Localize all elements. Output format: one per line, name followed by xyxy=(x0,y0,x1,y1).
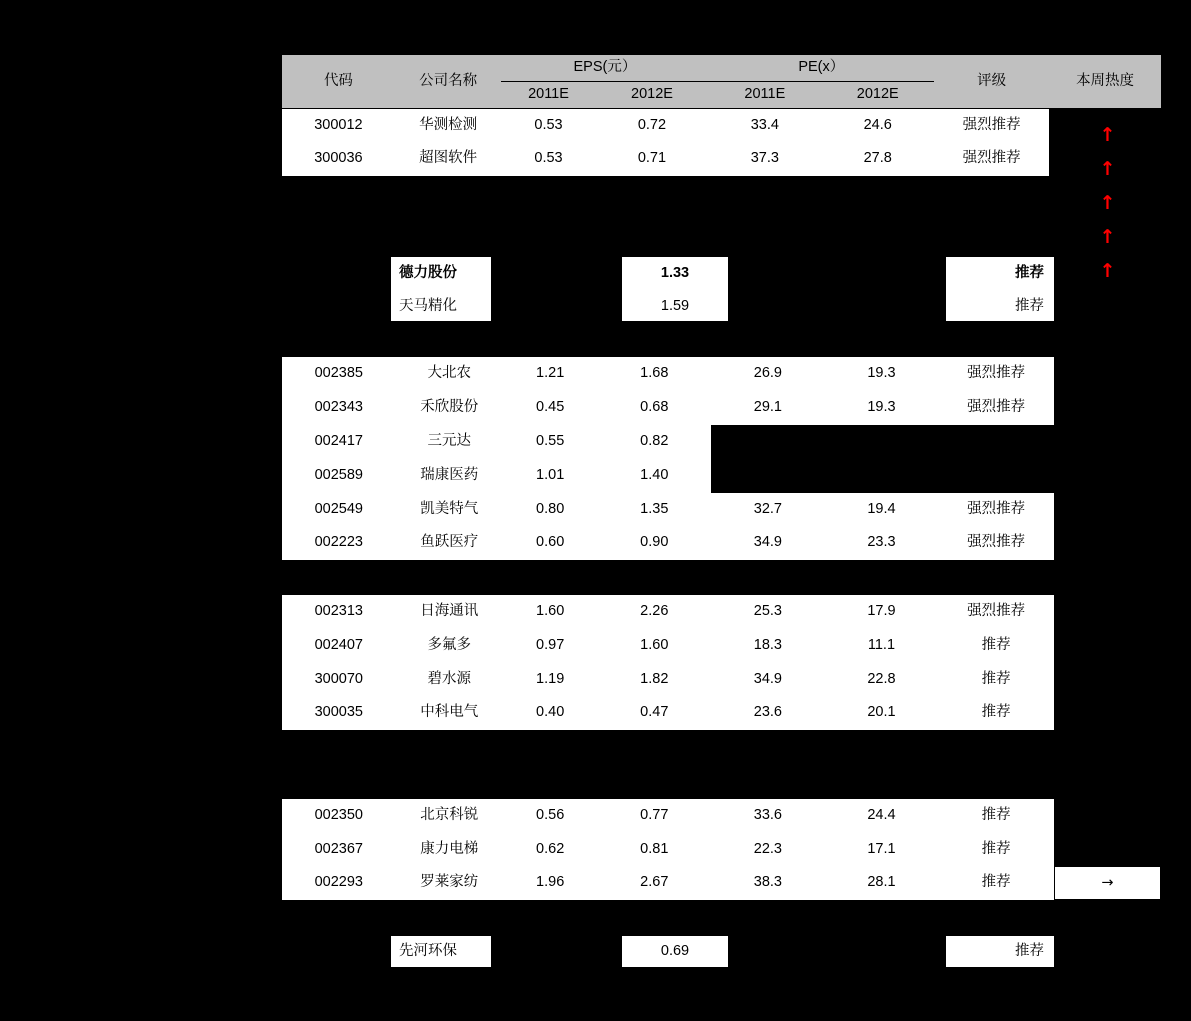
group3-table xyxy=(282,356,1054,561)
cell-pe-2011: 23.6 xyxy=(711,697,825,731)
cell-rating: 推荐 xyxy=(1015,298,1044,314)
cell-pe-2012 xyxy=(825,459,939,493)
cell-eps-2011: 0.40 xyxy=(503,697,598,731)
cell-pe-2012: 24.4 xyxy=(825,799,939,833)
cell-eps-2011: 0.80 xyxy=(503,493,598,527)
cell-code: 300035 xyxy=(282,697,396,731)
header-code: 代码 xyxy=(282,55,395,109)
table-row xyxy=(282,833,1054,867)
cell-code: 002367 xyxy=(282,833,396,867)
cell-rating: 推荐 xyxy=(938,799,1054,833)
cell-eps-2012: 1.59 xyxy=(660,298,690,314)
cell-rating: 推荐 xyxy=(1015,943,1044,959)
table-header-row-top xyxy=(282,55,1161,82)
cell-code: 002417 xyxy=(282,425,396,459)
cell-eps-2011: 0.53 xyxy=(501,109,595,143)
cell-pe-2012: 19.3 xyxy=(825,391,939,425)
group5-table xyxy=(282,798,1054,901)
cell-company: 中科电气 xyxy=(396,697,503,731)
cell-pe-2012: 17.9 xyxy=(825,595,939,629)
cell-eps-2012: 2.67 xyxy=(598,867,712,901)
cell-rating: 强烈推荐 xyxy=(938,595,1054,629)
cell-eps-2012: 1.40 xyxy=(598,459,712,493)
cell-company: 康力电梯 xyxy=(396,833,503,867)
eps-2012-block-group2 xyxy=(621,256,729,322)
cell-pe-2012: 24.6 xyxy=(821,109,934,143)
heat-arrow-up-icon: ↑ xyxy=(1099,226,1116,248)
cell-pe-2011: 26.9 xyxy=(711,357,825,391)
cell-code: 002343 xyxy=(282,391,396,425)
cell-eps-2012: 1.68 xyxy=(598,357,712,391)
group4-table xyxy=(282,594,1054,731)
table-row xyxy=(282,493,1054,527)
cell-pe-2011: 25.3 xyxy=(711,595,825,629)
header-heat: 本周热度 xyxy=(1049,55,1161,109)
table-row xyxy=(282,143,1161,177)
cell-company: 多氟多 xyxy=(396,629,503,663)
cell-eps-2012: 0.68 xyxy=(598,391,712,425)
cell-eps-2011: 1.60 xyxy=(503,595,598,629)
cell-eps-2012: 0.82 xyxy=(598,425,712,459)
cell-pe-2012: 22.8 xyxy=(825,663,939,697)
cell-code: 002313 xyxy=(282,595,396,629)
cell-code: 002549 xyxy=(282,493,396,527)
cell-company: 三元达 xyxy=(396,425,503,459)
cell-company: 罗莱家纺 xyxy=(396,867,503,901)
cell-code: 300012 xyxy=(282,109,395,143)
cell-company: 华测检测 xyxy=(395,109,502,143)
cell-company: 天马精化 xyxy=(399,298,457,314)
table-row xyxy=(282,867,1054,901)
cell-code: 300070 xyxy=(282,663,396,697)
heat-arrow-up-icon: ↑ xyxy=(1099,124,1116,146)
cell-eps-2012: 0.47 xyxy=(598,697,712,731)
header-and-top-group-table xyxy=(282,54,1161,177)
header-eps-group: EPS(元） xyxy=(501,55,708,82)
header-rating: 评级 xyxy=(934,55,1049,109)
cell-eps-2012: 1.60 xyxy=(598,629,712,663)
company-name-block-group2 xyxy=(390,256,492,322)
cell-company: 德力股份 xyxy=(399,265,457,281)
cell-eps-2011: 1.96 xyxy=(503,867,598,901)
table-row xyxy=(282,527,1054,561)
cell-pe-2012: 19.4 xyxy=(825,493,939,527)
heat-cell-group5 xyxy=(1054,866,1161,900)
cell-company: 超图软件 xyxy=(395,143,502,177)
heat-arrow-right-icon: → xyxy=(1101,875,1114,891)
cell-rating: 推荐 xyxy=(938,867,1054,901)
cell-rating: 强烈推荐 xyxy=(938,357,1054,391)
cell-eps-2011: 0.60 xyxy=(503,527,598,561)
header-eps-2011: 2011E xyxy=(501,82,595,109)
heat-arrow-up-icon: ↑ xyxy=(1099,192,1116,214)
cell-pe-2011: 34.9 xyxy=(711,527,825,561)
rating-block-group2 xyxy=(945,256,1055,322)
table-row xyxy=(282,459,1054,493)
cell-company: 北京科锐 xyxy=(396,799,503,833)
cell-pe-2011: 33.4 xyxy=(708,109,821,143)
cell-eps-2012: 2.26 xyxy=(598,595,712,629)
header-eps-2012: 2012E xyxy=(596,82,709,109)
cell-rating xyxy=(938,425,1054,459)
cell-code: 002385 xyxy=(282,357,396,391)
cell-pe-2012 xyxy=(825,425,939,459)
cell-pe-2011: 38.3 xyxy=(711,867,825,901)
table-row xyxy=(282,697,1054,731)
cell-eps-2011: 0.45 xyxy=(503,391,598,425)
heat-arrow-up-icon: ↑ xyxy=(1099,158,1116,180)
cell-code: 002223 xyxy=(282,527,396,561)
cell-rating xyxy=(938,459,1054,493)
cell-rating: 推荐 xyxy=(938,697,1054,731)
cell-company: 瑞康医药 xyxy=(396,459,503,493)
cell-rating: 推荐 xyxy=(1015,265,1044,281)
cell-eps-2011: 0.97 xyxy=(503,629,598,663)
table-row xyxy=(282,629,1054,663)
cell-code: 002589 xyxy=(282,459,396,493)
table-row xyxy=(282,425,1054,459)
header-pe-2012: 2012E xyxy=(821,82,934,109)
cell-pe-2012: 23.3 xyxy=(825,527,939,561)
cell-rating: 强烈推荐 xyxy=(938,527,1054,561)
cell-eps-2011: 0.55 xyxy=(503,425,598,459)
cell-eps-2012: 0.72 xyxy=(596,109,709,143)
cell-company: 凯美特气 xyxy=(396,493,503,527)
cell-pe-2011: 32.7 xyxy=(711,493,825,527)
table-row xyxy=(282,663,1054,697)
cell-eps-2012: 1.35 xyxy=(598,493,712,527)
cell-pe-2011: 18.3 xyxy=(711,629,825,663)
cell-code: 002293 xyxy=(282,867,396,901)
header-pe-2011: 2011E xyxy=(708,82,821,109)
cell-rating: 推荐 xyxy=(938,833,1054,867)
cell-pe-2011: 37.3 xyxy=(708,143,821,177)
cell-eps-2012: 0.90 xyxy=(598,527,712,561)
table-row xyxy=(282,357,1054,391)
cell-pe-2011 xyxy=(711,425,825,459)
heat-arrow-up-icon: ↑ xyxy=(1099,260,1116,282)
cell-pe-2012: 11.1 xyxy=(825,629,939,663)
cell-pe-2012: 17.1 xyxy=(825,833,939,867)
cell-code: 002407 xyxy=(282,629,396,663)
cell-eps-2012: 0.77 xyxy=(598,799,712,833)
cell-eps-2011: 1.19 xyxy=(503,663,598,697)
eps-2012-block-group6 xyxy=(621,935,729,968)
cell-eps-2012: 0.69 xyxy=(660,943,690,959)
cell-eps-2012: 1.33 xyxy=(660,265,690,281)
cell-eps-2011: 0.56 xyxy=(503,799,598,833)
cell-pe-2011 xyxy=(711,459,825,493)
cell-code: 300036 xyxy=(282,143,395,177)
cell-rating: 强烈推荐 xyxy=(938,493,1054,527)
cell-company: 禾欣股份 xyxy=(396,391,503,425)
cell-company: 先河环保 xyxy=(399,943,457,959)
cell-company: 碧水源 xyxy=(396,663,503,697)
cell-eps-2012: 0.81 xyxy=(598,833,712,867)
table-row xyxy=(282,799,1054,833)
header-pe-group: PE(x） xyxy=(708,55,934,82)
table-row xyxy=(282,595,1054,629)
cell-rating: 强烈推荐 xyxy=(938,391,1054,425)
cell-eps-2012: 1.82 xyxy=(598,663,712,697)
cell-pe-2011: 34.9 xyxy=(711,663,825,697)
cell-eps-2011: 0.53 xyxy=(501,143,595,177)
cell-pe-2012: 20.1 xyxy=(825,697,939,731)
cell-rating: 推荐 xyxy=(938,629,1054,663)
cell-eps-2011: 0.62 xyxy=(503,833,598,867)
cell-pe-2012: 27.8 xyxy=(821,143,934,177)
cell-company: 大北农 xyxy=(396,357,503,391)
cell-rating: 推荐 xyxy=(938,663,1054,697)
cell-pe-2011: 33.6 xyxy=(711,799,825,833)
cell-rating: 强烈推荐 xyxy=(934,109,1049,143)
cell-eps-2011: 1.01 xyxy=(503,459,598,493)
cell-pe-2011: 22.3 xyxy=(711,833,825,867)
cell-pe-2011: 29.1 xyxy=(711,391,825,425)
cell-company: 日海通讯 xyxy=(396,595,503,629)
cell-pe-2012: 28.1 xyxy=(825,867,939,901)
rating-block-group6 xyxy=(945,935,1055,968)
cell-company: 鱼跃医疗 xyxy=(396,527,503,561)
table-row xyxy=(282,109,1161,143)
cell-eps-2011: 1.21 xyxy=(503,357,598,391)
cell-rating: 强烈推荐 xyxy=(934,143,1049,177)
company-name-block-group6 xyxy=(390,935,492,968)
table-row xyxy=(282,391,1054,425)
heat-indicator-column xyxy=(1054,118,1161,288)
header-company: 公司名称 xyxy=(395,55,502,109)
cell-pe-2012: 19.3 xyxy=(825,357,939,391)
cell-code: 002350 xyxy=(282,799,396,833)
cell-eps-2012: 0.71 xyxy=(596,143,709,177)
